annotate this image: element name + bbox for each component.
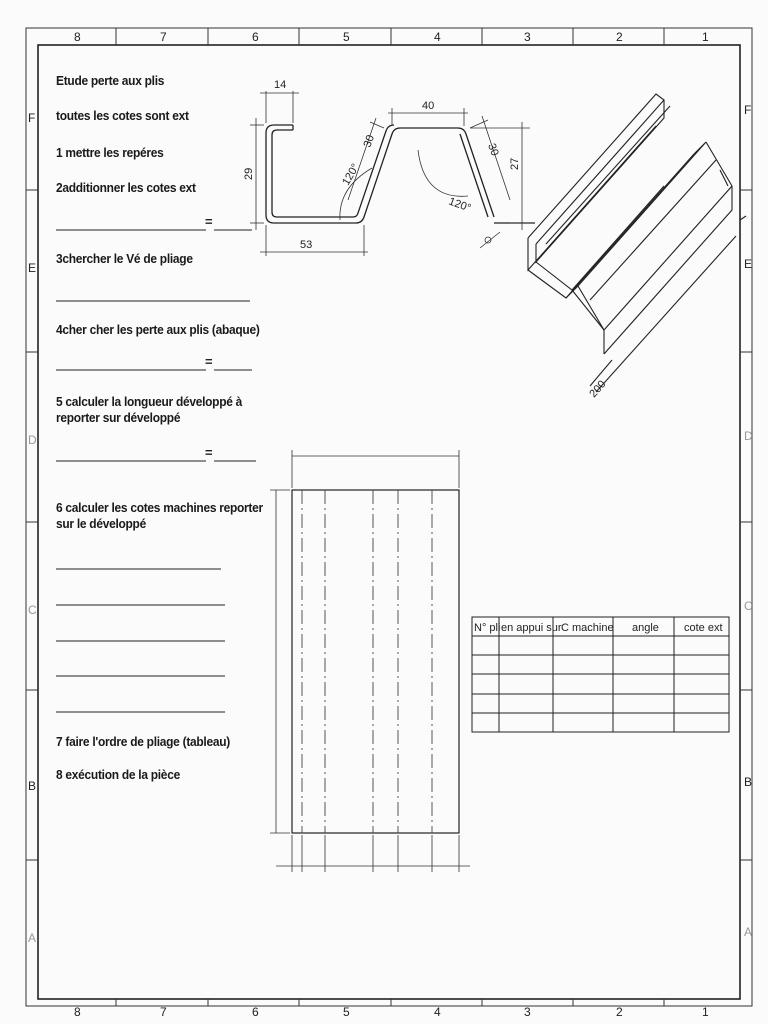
- instruction-step-6: 6 calculer les cotes machines reporter sur le développé: [56, 500, 263, 531]
- instruction-step-7: 7 faire l'ordre de pliage (tableau): [56, 734, 230, 749]
- row-label-a: A: [28, 931, 37, 945]
- col-label-3-bottom: 3: [524, 1005, 531, 1019]
- dim-length-3d: 200: [587, 378, 609, 401]
- row-label-b: B: [28, 779, 37, 793]
- dim-height-left: 29: [243, 167, 255, 180]
- col-label-3: 3: [524, 30, 531, 44]
- table-header-c-machine: C machine: [561, 622, 614, 634]
- col-label-6: 6: [252, 30, 259, 44]
- instruction-step-3: 3chercher le Vé de pliage: [56, 251, 193, 266]
- row-label-e-right: E: [744, 257, 753, 271]
- table-header-angle: angle: [632, 622, 659, 634]
- development-dimensions: [270, 450, 470, 872]
- col-label-4-bottom: 4: [434, 1005, 441, 1019]
- row-label-c-right: C: [744, 599, 753, 613]
- row-label-d: D: [28, 433, 37, 447]
- dim-diag-left: 30: [361, 133, 378, 150]
- equals-sign-5: =: [205, 445, 213, 460]
- instruction-step-1: 1 mettre les repéres: [56, 145, 164, 160]
- col-label-5-bottom: 5: [343, 1005, 350, 1019]
- dim-angle-left: 120°: [340, 161, 362, 188]
- col-label-8-bottom: 8: [74, 1005, 81, 1019]
- dim-top-width: 40: [422, 100, 435, 112]
- row-label-a-right: A: [744, 925, 753, 939]
- col-label-2: 2: [616, 30, 623, 44]
- bend-table-grid: [472, 617, 729, 732]
- col-label-6-bottom: 6: [252, 1005, 259, 1019]
- instruction-step-2: 2additionner les cotes ext: [56, 180, 196, 195]
- col-label-7-bottom: 7: [160, 1005, 167, 1019]
- dim-diag-right: 30: [485, 141, 501, 158]
- row-label-e: E: [28, 261, 37, 275]
- col-label-8: 8: [74, 30, 81, 44]
- flat-development: [292, 490, 459, 833]
- instruction-note: toutes les cotes sont ext: [56, 108, 189, 123]
- dim-angle-right: 120°: [446, 195, 473, 215]
- table-header-n-pli: N° pli: [474, 622, 501, 634]
- row-label-d-right: D: [744, 429, 753, 443]
- dim-bottom: 53: [300, 239, 313, 251]
- col-label-2-bottom: 2: [616, 1005, 623, 1019]
- profile-section: [266, 125, 535, 223]
- instruction-title: Etude perte aux plis: [56, 73, 165, 88]
- col-label-1: 1: [702, 30, 709, 44]
- fold-lines: [302, 490, 432, 833]
- profile-dimensions: [250, 91, 530, 256]
- col-label-4: 4: [434, 30, 441, 44]
- equals-sign-2: =: [205, 214, 213, 229]
- col-label-7: 7: [160, 30, 167, 44]
- row-label-f-right: F: [744, 103, 752, 117]
- col-label-5: 5: [343, 30, 350, 44]
- row-label-f: F: [28, 111, 36, 125]
- dim-height-right: 27: [509, 157, 521, 170]
- instruction-step-4: 4cher cher les perte aux plis (abaque): [56, 322, 260, 337]
- table-header-cote-ext: cote ext: [684, 622, 723, 634]
- table-header-appui: en appui sur: [501, 622, 562, 634]
- instruction-step-8: 8 exécution de la pièce: [56, 767, 180, 782]
- col-label-1-bottom: 1: [702, 1005, 709, 1019]
- row-label-b-right: B: [744, 775, 753, 789]
- row-label-c: C: [28, 603, 37, 617]
- answer-lines: [56, 230, 256, 712]
- instruction-step-5: 5 calculer la longueur développé à reporter sur développé: [56, 394, 243, 425]
- isometric-view: [528, 94, 746, 392]
- equals-sign-4: =: [205, 354, 213, 369]
- dim-top-flange: 14: [274, 79, 287, 91]
